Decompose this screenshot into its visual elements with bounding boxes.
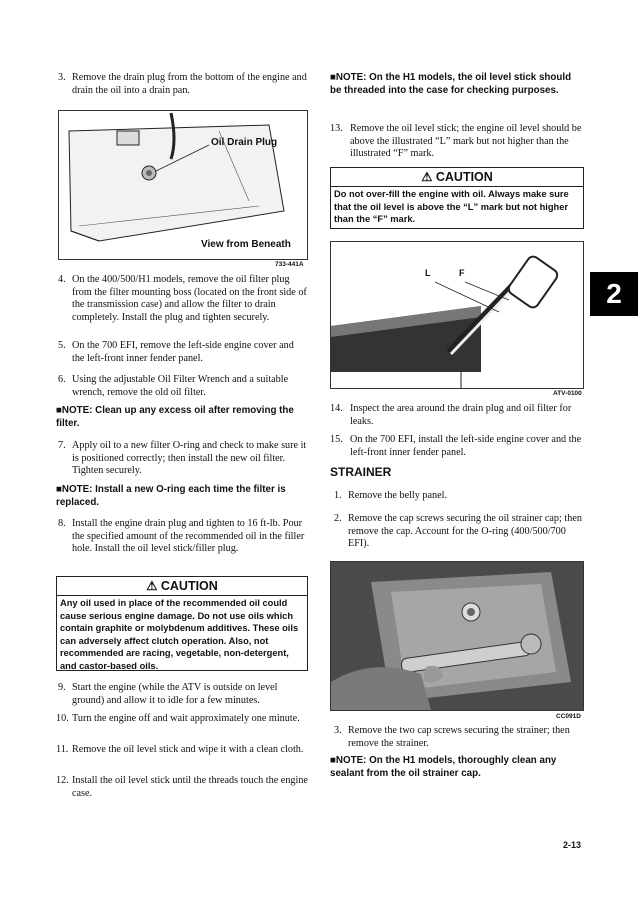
section-tab: 2 bbox=[590, 272, 638, 316]
caution-body: Any oil used in place of the recommended oil could cause serious engine damage. Do not use oils which contain graphite or molybdenum additives. These oils can adversely affect clutch operation. Also, not recommended are racing, vegetable, non-detergent, and castor-based oils. bbox=[60, 598, 299, 671]
step-10: 10. Turn the engine off and wait approximately one minute. bbox=[56, 713, 300, 724]
caution-title: ⚠ CAUTION bbox=[57, 577, 307, 596]
figure-strainer-photo bbox=[330, 561, 584, 711]
heading-strainer: STRAINER bbox=[330, 465, 392, 479]
page-number: 2-13 bbox=[563, 840, 582, 850]
caution-title-right: ⚠ CAUTION bbox=[331, 168, 583, 187]
step-15: 15. On the 700 EFI, install the left-side engine cover and the left-front inner fender panel. bbox=[330, 434, 582, 458]
caution-box-overfill bbox=[330, 167, 584, 229]
step-14: 14. Inspect the area around the drain plug and oil filter for leaks. bbox=[330, 403, 572, 427]
strainer-step-3: 3. Remove the two cap screws securing the strainer; then remove the strainer. bbox=[334, 725, 570, 749]
figure-caption-cc091d: CC091D bbox=[556, 713, 581, 720]
label-l-mark: L bbox=[425, 268, 431, 278]
step-5: 5. On the 700 EFI, remove the left-side engine cover and the left-front inner fender panel. bbox=[58, 340, 294, 364]
label-oil-drain-plug: Oil Drain Plug bbox=[211, 137, 278, 148]
step-6: 6. Using the adjustable Oil Filter Wrench and a suitable wrench, remove the old oil filter. bbox=[58, 374, 289, 398]
oil-level-stick-illustration bbox=[331, 242, 583, 388]
step-4: 4. On the 400/500/H1 models, remove the oil filter plug from the filter mounting boss (located on the front side of the transmission case) and allow the filter to drain completely. Install the plug and tighten securely. bbox=[58, 274, 307, 323]
label-f-mark: F bbox=[459, 268, 465, 278]
note-clean-up-oil: ■NOTE: Clean up any excess oil after removing the filter. bbox=[56, 405, 294, 429]
note-new-o-ring: ■NOTE: Install a new O-ring each time the filter is replaced. bbox=[56, 484, 286, 508]
label-view-from-beneath: View from Beneath bbox=[201, 239, 291, 250]
step-13: 13. Remove the oil level stick; the engine oil level should be above the illustrated “L” mark but not higher than the illustrated “F” mark. bbox=[330, 123, 582, 160]
strainer-step-2: 2. Remove the cap screws securing the oil strainer cap; then remove the cap. Account for the O-ring (400/500/700 EFI). bbox=[334, 513, 582, 550]
step-12: 12. Install the oil level stick until the threads touch the engine case. bbox=[56, 775, 308, 799]
strainer-photo-illustration bbox=[331, 562, 583, 710]
note-h1-strainer-cap: ■NOTE: On the H1 models, thoroughly clean any sealant from the oil strainer cap. bbox=[330, 755, 557, 779]
step-11: 11. Remove the oil level stick and wipe it with a clean cloth. bbox=[56, 744, 304, 755]
figure-oil-drain-plug bbox=[58, 110, 308, 260]
step-9: 9. Start the engine (while the ATV is outside on level ground) and allow it to idle for a few minutes. bbox=[58, 682, 278, 706]
step-7: 7. Apply oil to a new filter O-ring and check to make sure it is positioned correctly; then install the new oil filter. Tighten securely. bbox=[58, 440, 307, 477]
figure-caption-733: 733-441A bbox=[275, 261, 304, 268]
oil-drain-plug-illustration bbox=[59, 111, 307, 259]
caution-box-oil bbox=[56, 576, 308, 671]
step-3: 3. Remove the drain plug from the bottom of the engine and drain the oil into a drain pan. bbox=[58, 72, 307, 96]
figure-oil-level-stick bbox=[330, 241, 584, 389]
caution-body-right: Do not over-fill the engine with oil. Always make sure that the oil level is above the “L” mark but not higher than the “F” mark. bbox=[334, 189, 569, 225]
note-h1-oil-level: ■NOTE: On the H1 models, the oil level stick should be threaded into the case for checking purposes. bbox=[330, 72, 572, 96]
strainer-step-1: 1. Remove the belly panel. bbox=[334, 490, 448, 501]
figure-caption-atv0100: ATV-0100 bbox=[553, 390, 582, 397]
step-8: 8. Install the engine drain plug and tighten to 16 ft-lb. Pour the specified amount of the recommended oil in the filler hole. Install the oil level stick/filler plug. bbox=[58, 518, 305, 555]
